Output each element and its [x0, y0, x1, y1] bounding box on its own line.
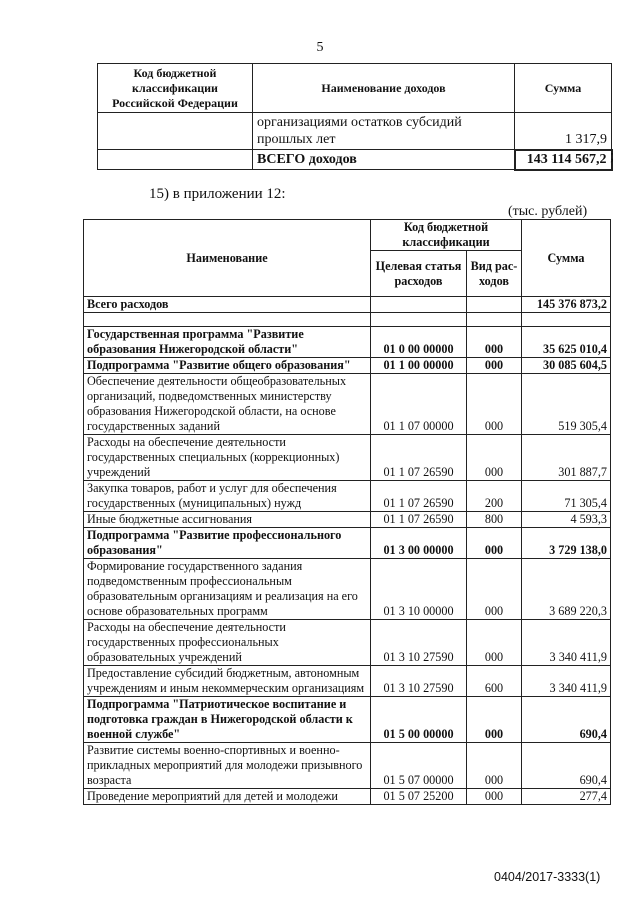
income-total-suffix: ;	[610, 148, 615, 164]
expense-row	[84, 374, 611, 435]
expense-row-name: Закупка товаров, работ и услуг для обеспечения государственных (муниципальных) нужд	[84, 481, 371, 512]
expense-row-code: 01 5 07 00000	[371, 743, 467, 789]
expense-row-name: Подпрограмма "Развитие общего образования"	[84, 358, 371, 374]
expense-row-name: Предоставление субсидий бюджетным, автономным учреждениям и иным некоммерческим организациям	[84, 666, 371, 697]
expense-row-sum: 3 729 138,0	[522, 528, 611, 559]
expense-row	[84, 697, 611, 743]
appendix-line: 15) в приложении 12:	[149, 186, 286, 202]
expense-row-sum: 277,4	[522, 789, 611, 805]
expense-row	[84, 358, 611, 374]
expense-row-name: Подпрограмма "Патриотическое воспитание и подготовка граждан в Нижегородской области к военной службе"	[84, 697, 371, 743]
expense-row-code: 01 5 00 00000	[371, 697, 467, 743]
expense-row-code: 01 3 10 27590	[371, 666, 467, 697]
spacer-cell	[371, 313, 467, 327]
expense-row-sum: 519 305,4	[522, 374, 611, 435]
expense-row-code: 01 1 07 26590	[371, 512, 467, 528]
expense-row-name: Формирование государственного задания подведомственным профессиональным образовательным организациям и реализация на его основе образовательных программ	[84, 559, 371, 620]
expense-row	[84, 528, 611, 559]
header-code-group: Код бюджетной классификации	[371, 220, 522, 251]
expense-row-kind: 000	[467, 358, 522, 374]
expense-row-name: Проведение мероприятий для детей и молодежи	[84, 789, 371, 805]
spacer-cell	[84, 313, 371, 327]
expense-row-code: 01 1 07 26590	[371, 481, 467, 512]
expense-row	[84, 620, 611, 666]
expense-row	[84, 789, 611, 805]
expense-row-kind: 000	[467, 789, 522, 805]
expense-row	[84, 481, 611, 512]
expense-total-name: Всего расходов	[84, 297, 371, 313]
expense-row	[84, 435, 611, 481]
expense-row-sum: 4 593,3	[522, 512, 611, 528]
spacer-cell	[522, 313, 611, 327]
expense-row-sum: 690,4	[522, 743, 611, 789]
income-total-code	[98, 150, 253, 170]
spacer-row	[84, 313, 611, 327]
income-row-sum: 1 317,9	[515, 113, 612, 150]
expense-row-sum: 30 085 604,5	[522, 358, 611, 374]
income-row-code	[98, 113, 253, 150]
expense-row-sum: 3 340 411,9	[522, 666, 611, 697]
expense-total-kind	[467, 297, 522, 313]
expense-row	[84, 559, 611, 620]
expense-row-sum: 301 887,7	[522, 435, 611, 481]
expense-row-sum: 3 689 220,3	[522, 559, 611, 620]
expense-row-kind: 600	[467, 666, 522, 697]
expense-row-sum: 71 305,4	[522, 481, 611, 512]
income-total-label: ВСЕГО доходов	[253, 150, 515, 170]
units-label: (тыс. рублей)	[508, 204, 588, 219]
expense-row-kind: 000	[467, 743, 522, 789]
expense-row	[84, 743, 611, 789]
expense-row	[84, 327, 611, 358]
income-total-row	[98, 150, 612, 170]
income-table	[97, 63, 613, 171]
expense-row-code: 01 1 07 26590	[371, 435, 467, 481]
expense-row	[84, 512, 611, 528]
expense-row-kind: 000	[467, 435, 522, 481]
expense-row-sum: 690,4	[522, 697, 611, 743]
expense-row-code: 01 5 07 25200	[371, 789, 467, 805]
header-budget-code: Код бюджетной классификации Российской Федерации	[98, 64, 253, 113]
expense-row-code: 01 3 10 27590	[371, 620, 467, 666]
expense-row-name: Иные бюджетные ассигнования	[84, 512, 371, 528]
expense-row-kind: 200	[467, 481, 522, 512]
expense-table	[83, 219, 611, 805]
expense-row-name: Расходы на обеспечение деятельности государственных профессиональных образовательных учреждений	[84, 620, 371, 666]
header-name: Наименование	[84, 220, 371, 297]
expense-row-kind: 000	[467, 559, 522, 620]
expense-row-code: 01 0 00 00000	[371, 327, 467, 358]
expense-row-name: Расходы на обеспечение деятельности государственных специальных (коррекционных) учреждений	[84, 435, 371, 481]
expense-row-code: 01 3 10 00000	[371, 559, 467, 620]
expense-row-kind: 000	[467, 374, 522, 435]
expense-row-name: Обеспечение деятельности общеобразовательных организаций, подведомственных министерству образования Нижегородской области, на основе государственных заданий	[84, 374, 371, 435]
expense-table-header-top	[84, 220, 611, 251]
expense-row-sum: 35 625 010,4	[522, 327, 611, 358]
expense-row-name: Подпрограмма "Развитие профессионального образования"	[84, 528, 371, 559]
expense-total-row	[84, 297, 611, 313]
expense-row-code: 01 1 07 00000	[371, 374, 467, 435]
expense-row-kind: 800	[467, 512, 522, 528]
expense-total-sum: 145 376 873,2	[522, 297, 611, 313]
expense-row-name: Развитие системы военно-спортивных и военно-прикладных мероприятий для молодежи призывного возраста	[84, 743, 371, 789]
expense-row-kind: 000	[467, 327, 522, 358]
spacer-cell	[467, 313, 522, 327]
income-table-header	[98, 64, 612, 113]
document-code: 0404/2017-3333(1)	[494, 870, 601, 884]
expense-row-kind: 000	[467, 528, 522, 559]
expense-row-name: Государственная программа "Развитие образования Нижегородской области"	[84, 327, 371, 358]
expense-row-code: 01 1 00 00000	[371, 358, 467, 374]
income-row	[98, 113, 612, 150]
expense-row-kind: 000	[467, 697, 522, 743]
expense-row-kind: 000	[467, 620, 522, 666]
page-number: 5	[316, 40, 324, 55]
header-expense-sum: Сумма	[522, 220, 611, 297]
expense-row-code: 01 3 00 00000	[371, 528, 467, 559]
expense-row-sum: 3 340 411,9	[522, 620, 611, 666]
income-row-name: организациями остатков субсидий прошлых лет	[253, 113, 515, 150]
expense-row	[84, 666, 611, 697]
income-total-sum: 143 114 567,2	[515, 150, 612, 170]
header-expense-kind: Вид рас-ходов	[467, 251, 522, 297]
expense-total-code	[371, 297, 467, 313]
header-target-article: Целевая статья расходов	[371, 251, 467, 297]
header-sum: Сумма	[515, 64, 612, 113]
header-income-name: Наименование доходов	[253, 64, 515, 113]
